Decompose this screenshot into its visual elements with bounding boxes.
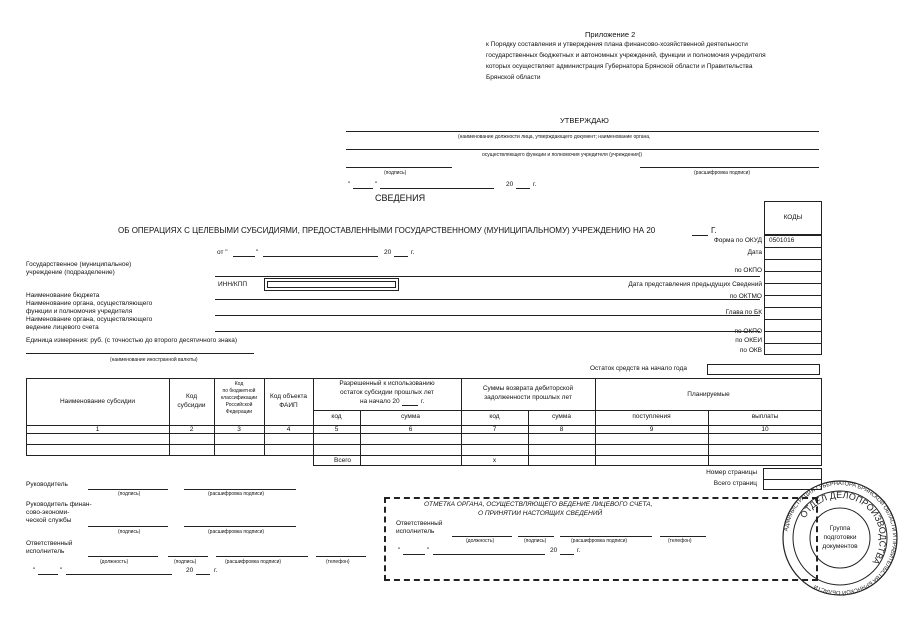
- approve-decode-caption: (расшифровка подписи): [694, 170, 751, 176]
- col-number-8: 8: [559, 426, 564, 433]
- code-label-bk: Глава по БК: [725, 309, 762, 316]
- col-number-6: 6: [408, 426, 413, 433]
- col-code-sub-header-1: Код: [185, 393, 198, 400]
- col-budget-header-4: Российской: [225, 402, 253, 408]
- approve-date-g: г.: [533, 181, 537, 188]
- approve-title: УТВЕРЖДАЮ: [560, 116, 609, 125]
- col-budget-header-5: Федерации: [225, 409, 253, 415]
- mark-sign-caption: (подпись): [524, 538, 547, 544]
- founder-label-2: функции и полномочия учредителя: [26, 308, 133, 315]
- appendix-line-1: к Порядку составления и утверждения плана финансово-хозяйственной деятельности: [486, 41, 748, 48]
- mark-date-quote: ": [398, 547, 401, 554]
- sig-head-label: Руководитель: [26, 481, 68, 488]
- col-number-4: 4: [286, 426, 291, 433]
- unit-label: Единица измерения: руб. (с точностью до второго десятичного знака): [26, 337, 237, 344]
- appendix-line-2: государственных бюджетных и автономных учреждений, функции и полномочия учредителя: [486, 52, 766, 59]
- total-label: Всего: [334, 457, 352, 464]
- okud-value[interactable]: 0501016: [769, 237, 795, 244]
- approve-date-quote-close: ": [375, 181, 378, 188]
- col-name-header: Наименование субсидии: [59, 398, 136, 405]
- approve-caption-2: осуществляющего функции и полномочия учредителя (учреждения)): [482, 152, 643, 158]
- col-faip-header-1: Код объекта: [269, 393, 308, 400]
- col-allowed-header-2: остаток субсидии прошлых лет: [339, 389, 435, 396]
- account-label-2: ведение лицевого счета: [26, 324, 99, 331]
- col-budget-header-1: Код: [234, 381, 244, 387]
- page-number-label: Номер страницы: [706, 469, 757, 476]
- sig-fin-decode-caption: (расшифровка подписи): [208, 529, 265, 535]
- ot-year: 20: [384, 249, 392, 256]
- ot-label: от ": [217, 249, 228, 256]
- approve-caption-1: (наименование должности лица, утверждающего документ; наименование органа,: [458, 134, 651, 140]
- mark-position-caption: (должность): [466, 538, 495, 544]
- sig-exec-decode-caption: (расшифровка подписи): [225, 559, 282, 565]
- doc-title-g: Г.: [711, 226, 717, 235]
- sig-exec-label-2: исполнитель: [26, 548, 65, 555]
- appendix-line-3: которых осуществляет администрация Губернатора Брянской области и Правительства: [486, 63, 753, 70]
- code-label-prev-date: Дата представления предыдущих Сведений: [628, 281, 762, 288]
- code-label-okv: по ОКВ: [739, 347, 762, 354]
- sig-fin-label-3: ческой службы: [26, 517, 72, 524]
- mark-date-year: 20: [550, 547, 558, 554]
- sub-summa-8: сумма: [552, 413, 571, 420]
- balance-field[interactable]: [707, 364, 820, 375]
- sub-kod-5: код: [331, 413, 342, 420]
- col-allowed-header-1: Разрешенный к использованию: [339, 380, 435, 387]
- stamp-inner-2: подготовки: [823, 534, 857, 541]
- code-label-okei: по ОКЕИ: [735, 337, 762, 344]
- pages-total-label: Всего страниц: [713, 480, 757, 487]
- sub-in: поступления: [632, 413, 671, 420]
- col-return-header-1: Суммы возврата дебиторской: [482, 385, 574, 392]
- col-code-sub-header-2: субсидии: [177, 402, 206, 409]
- budget-label: Наименование бюджета: [26, 292, 100, 299]
- col-allowed-header-3: на начало 20: [360, 398, 400, 405]
- stamp-ring-text: ОТДЕЛ ДЕЛОПРОИЗВОДСТВА: [798, 489, 889, 567]
- mark-date-g: г.: [577, 547, 581, 554]
- approve-sign-caption: (подпись): [384, 170, 407, 176]
- currency-caption: (наименование иностранной валюты): [110, 357, 198, 363]
- approve-date-quote: ": [348, 181, 351, 188]
- sig-exec-label-1: Ответственный: [26, 540, 73, 547]
- col-number-2: 2: [189, 426, 194, 433]
- ot-quote-close: ": [256, 249, 259, 256]
- inn-label: ИНН/КПП: [218, 281, 247, 288]
- mark-date-quote-close: ": [427, 547, 430, 554]
- col-faip-header-2: ФАИП: [279, 402, 298, 409]
- col-number-10: 10: [761, 426, 769, 433]
- sig-date-quote: ": [33, 567, 36, 574]
- code-label-date: Дата: [747, 249, 762, 256]
- department-stamp: [782, 480, 898, 596]
- col-number-1: 1: [95, 426, 100, 433]
- mark-phone-caption: (телефон): [668, 538, 692, 544]
- appendix-title: Приложение 2: [585, 30, 636, 39]
- sig-date-quote-close: ": [60, 567, 63, 574]
- col-number-7: 7: [492, 426, 497, 433]
- col-number-9: 9: [649, 426, 654, 433]
- doc-title-main: ОБ ОПЕРАЦИЯХ С ЦЕЛЕВЫМИ СУБСИДИЯМИ, ПРЕДОСТАВЛЕННЫМИ ГОСУДАРСТВЕННОМУ (МУНИЦИПАЛЬНОМУ) УЧРЕЖДЕНИЮ НА 20: [118, 226, 656, 235]
- sig-fin-label-1: Руководитель финан-: [26, 501, 92, 508]
- mark-title-1: ОТМЕТКА ОРГАНА, ОСУЩЕСТВЛЯЮЩЕГО ВЕДЕНИЕ ЛИЦЕВОГО СЧЕТА,: [424, 501, 653, 508]
- col-number-3: 3: [237, 426, 241, 433]
- mark-title-2: О ПРИНЯТИИ НАСТОЯЩИХ СВЕДЕНИЙ: [478, 510, 603, 517]
- stamp-outer-text: АДМИНИСТРАЦИЯ ГУБЕРНАТОРА БРЯНСКОЙ ОБЛАСТИ И ПРАВИТЕЛЬСТВА БРЯНСКОЙ ОБЛАСТИ: [783, 480, 898, 596]
- sub-out: выплаты: [751, 413, 779, 420]
- code-label-okpo-2: по ОКПО: [734, 328, 762, 335]
- total-x: x: [492, 457, 497, 464]
- institution-label-1: Государственное (муниципальное): [26, 261, 132, 268]
- sig-date-year: 20: [186, 567, 194, 574]
- col-planned-header: Планируемые: [687, 391, 730, 398]
- sig-exec-sign-caption: (подпись): [174, 559, 197, 565]
- col-number-5: 5: [334, 426, 339, 433]
- sig-head-sign-caption: (подпись): [118, 491, 141, 497]
- sig-head-decode-caption: (расшифровка подписи): [208, 491, 265, 497]
- code-label-oktmo: по ОКТМО: [729, 293, 762, 300]
- account-label-1: Наименование органа, осуществляющего: [26, 316, 153, 323]
- sig-exec-phone-caption: (телефон): [326, 559, 350, 565]
- sub-kod-7: код: [489, 413, 500, 420]
- col-budget-header-2: по бюджетной: [222, 388, 256, 394]
- approve-date-year: 20: [506, 181, 514, 188]
- mark-exec-label-1: Ответственный: [396, 520, 443, 527]
- doc-title-svedeniya: СВЕДЕНИЯ: [375, 193, 426, 203]
- col-return-header-2: задолженности прошлых лет: [484, 394, 572, 401]
- appendix-line-4: Брянской области: [486, 74, 541, 81]
- mark-decode-caption: (расшифровка подписи): [571, 538, 628, 544]
- inn-field-inner: [267, 281, 396, 288]
- codes-header: КОДЫ: [783, 214, 803, 221]
- stamp-inner-3: документов: [822, 543, 858, 550]
- institution-label-2: учреждение (подразделение): [26, 269, 115, 276]
- sig-fin-sign-caption: (подпись): [118, 529, 141, 535]
- sig-exec-position-caption: (должность): [100, 559, 129, 565]
- sig-date-g: г.: [214, 567, 218, 574]
- col-budget-header-3: классификации: [220, 395, 258, 401]
- stamp-inner-1: Группа: [829, 525, 851, 532]
- ot-g: г.: [411, 249, 415, 256]
- mark-exec-label-2: исполнитель: [396, 528, 435, 535]
- balance-label: Остаток средств на начало года: [590, 365, 687, 372]
- founder-label-1: Наименование органа, осуществляющего: [26, 300, 153, 307]
- code-label-okud: Форма по ОКУД: [713, 237, 762, 244]
- sig-fin-label-2: сово-экономи-: [26, 509, 70, 516]
- col-allowed-header-4: г.: [421, 398, 425, 405]
- code-label-okpo: по ОКПО: [734, 267, 762, 274]
- sub-summa-6: сумма: [401, 413, 420, 420]
